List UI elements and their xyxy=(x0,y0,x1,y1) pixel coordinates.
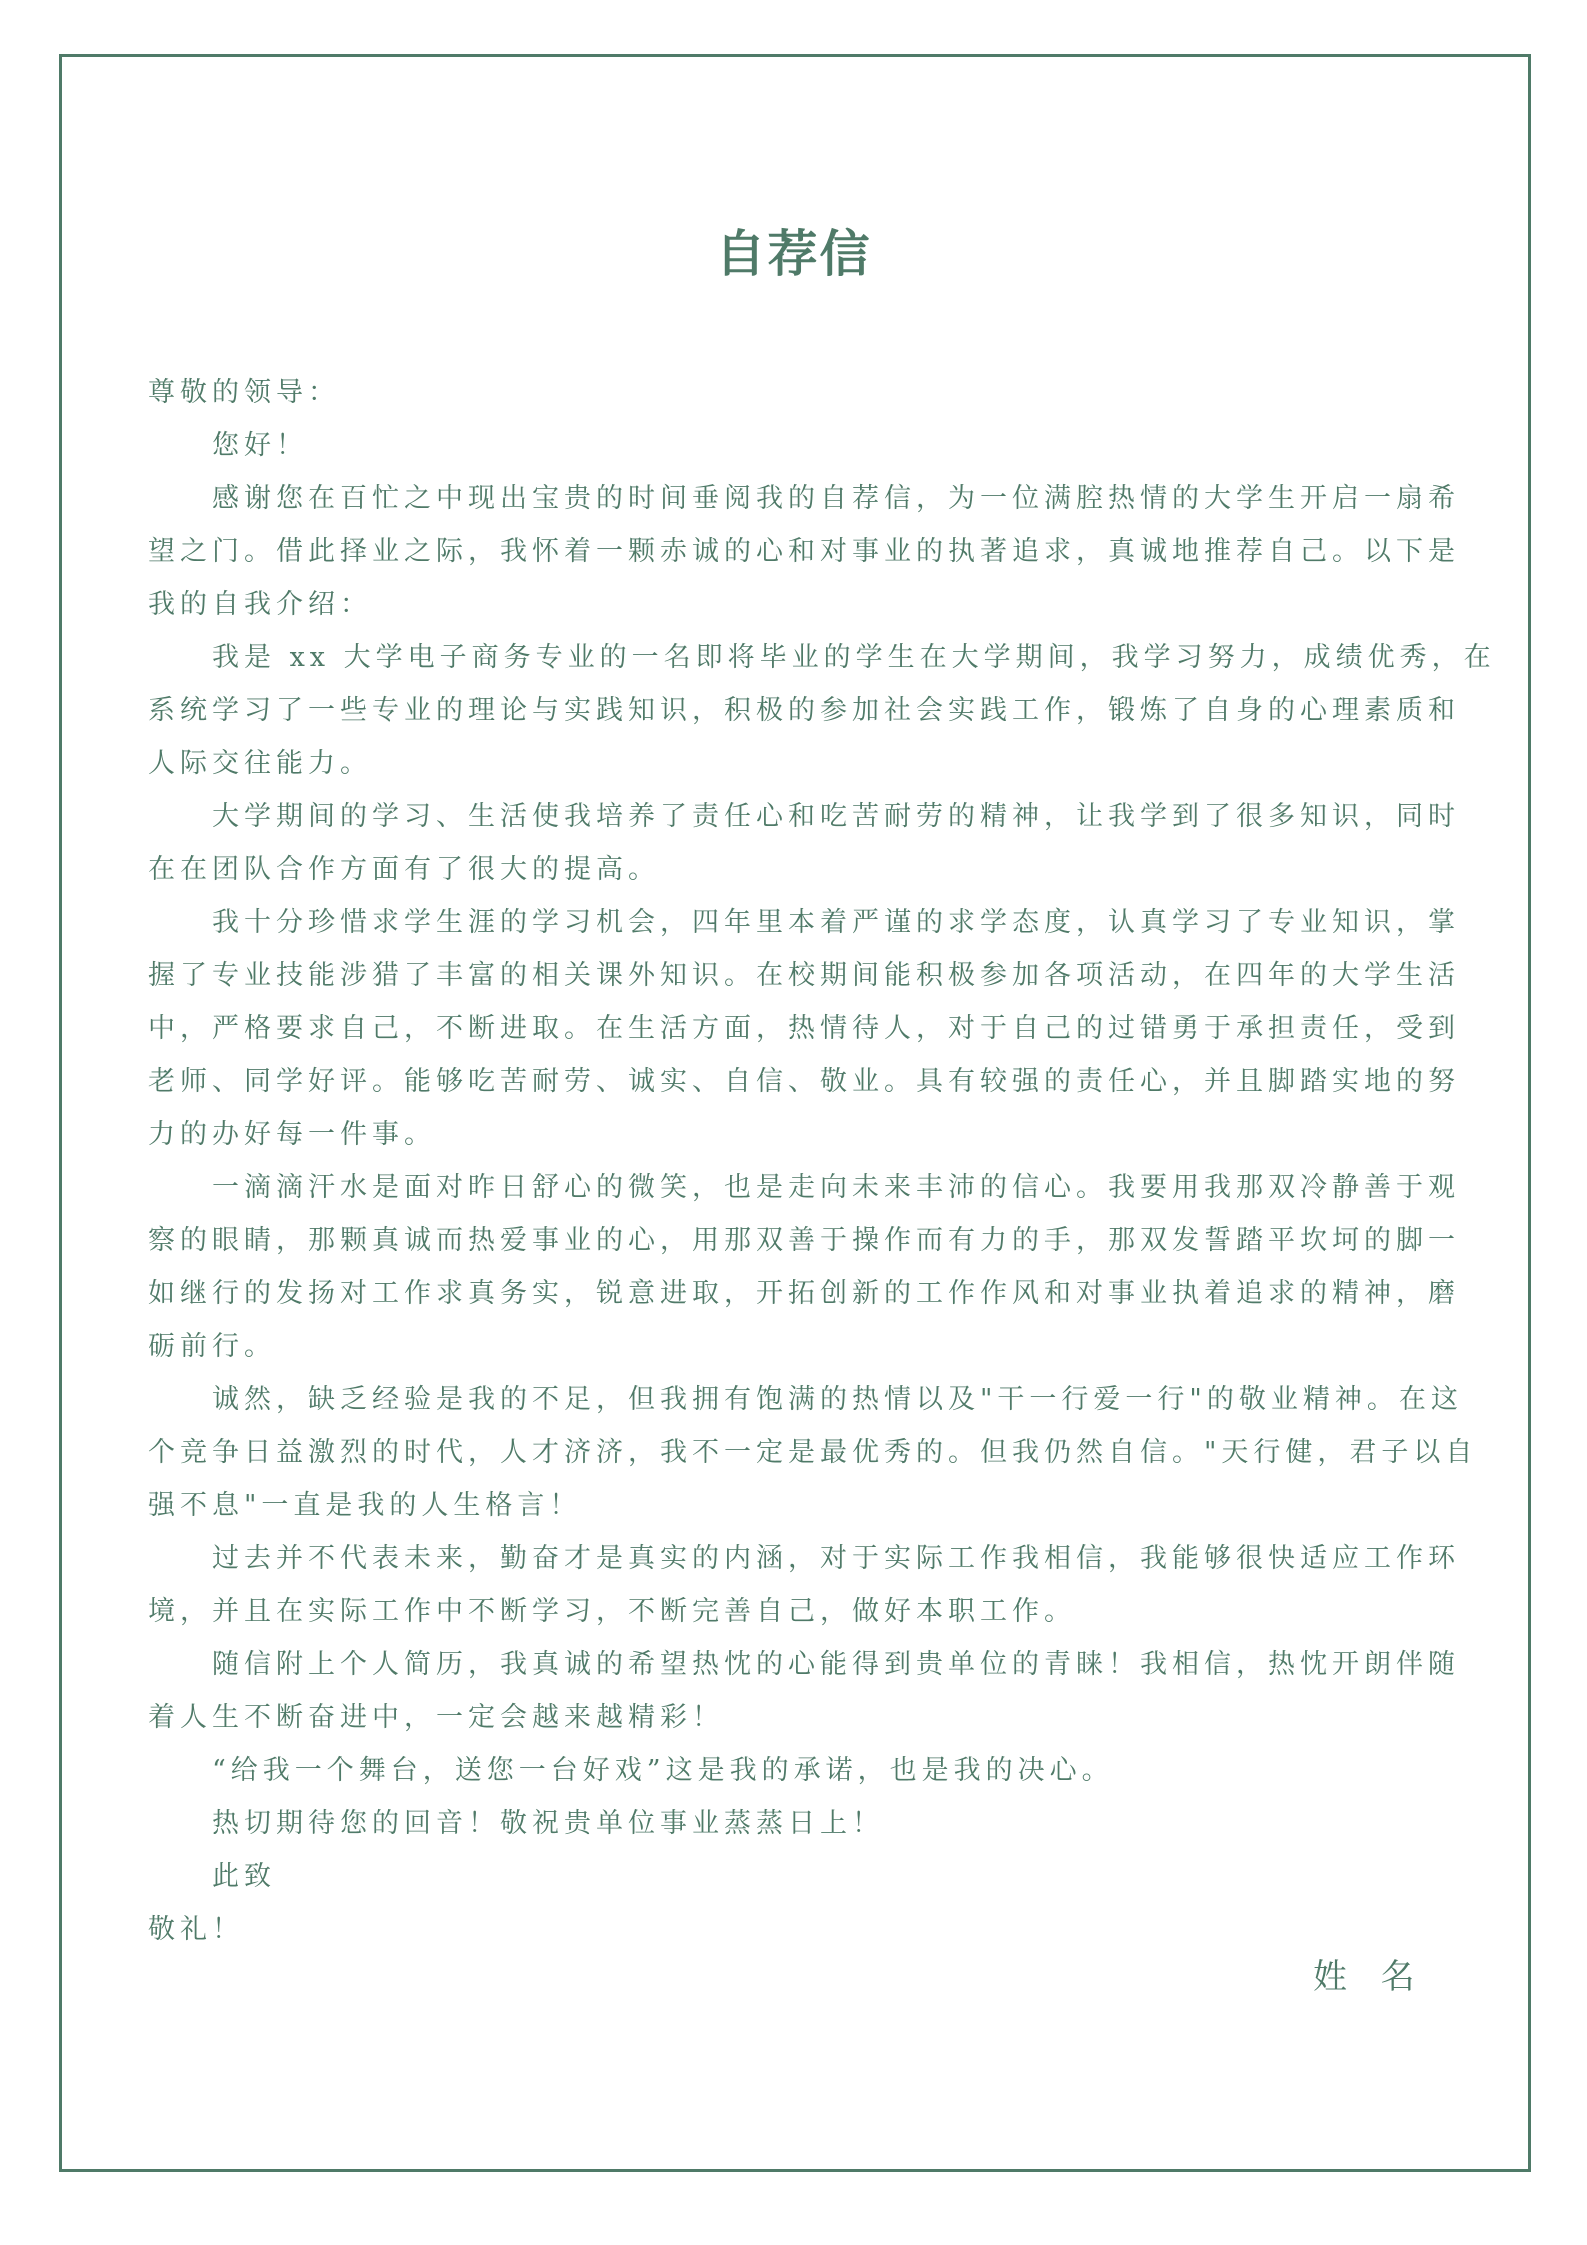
paragraph-line: 我十分珍惜求学生涯的学习机会，四年里本着严谨的求学态度，认真学习了专业知识，掌 xyxy=(212,907,1460,938)
paragraph-line: 老师、同学好评。能够吃苦耐劳、诚实、自信、敬业。具有较强的责任心，并且脚踏实地的努 xyxy=(148,1066,1460,1097)
paragraph-line: 境，并且在实际工作中不断学习，不断完善自己，做好本职工作。 xyxy=(148,1596,1076,1627)
paragraph-line: 一滴滴汗水是面对昨日舒心的微笑，也是走向未来丰沛的信心。我要用我那双冷静善于观 xyxy=(212,1172,1460,1203)
paragraph-line: 我的自我介绍： xyxy=(148,589,372,620)
paragraph-promise xyxy=(148,1744,1468,1797)
paragraph-line: 随信附上个人简历，我真诚的希望热忱的心能得到贵单位的青睐！我相信，热忱开朗伴随 xyxy=(212,1649,1460,1680)
paragraph-future xyxy=(148,1532,1468,1638)
paragraph-line: 感谢您在百忙之中现出宝贵的时间垂阅我的自荐信，为一位满腔热情的大学生开启一扇希 xyxy=(212,483,1460,514)
paragraph-line: 察的眼睛，那颗真诚而热爱事业的心，用那双善于操作而有力的手，那双发誓踏平坎坷的脚一 xyxy=(148,1225,1460,1256)
paragraph-line: 握了专业技能涉猎了丰富的相关课外知识。在校期间能积极参加各项活动，在四年的大学生活 xyxy=(148,960,1460,991)
signature-name: 姓 名 xyxy=(1313,1957,1419,1997)
paragraph-line: 个竞争日益激烈的时代，人才济济，我不一定是最优秀的。但我仍然自信。"天行健，君子以自 xyxy=(148,1437,1478,1468)
closing-ci-zhi: 此致 xyxy=(212,1861,276,1892)
paragraph-thanks xyxy=(148,472,1468,631)
letter-body xyxy=(148,366,1496,1956)
paragraph-education xyxy=(148,631,1496,790)
paragraph-line: 过去并不代表未来，勤奋才是真实的内涵，对于实际工作我相信，我能够很快适应工作环 xyxy=(212,1543,1460,1574)
paragraph-wishes xyxy=(148,1797,1468,1850)
paragraph-resume xyxy=(148,1638,1468,1744)
paragraph-line: 中，严格要求自己，不断进取。在生活方面，热情待人，对于自己的过错勇于承担责任，受到 xyxy=(148,1013,1460,1044)
salutation: 尊敬的领导： xyxy=(148,377,340,408)
paragraph-university-life xyxy=(148,790,1468,896)
document-title: 自荐信 xyxy=(715,225,872,283)
paragraph-line: 力的办好每一件事。 xyxy=(148,1119,436,1150)
paragraph-confidence xyxy=(148,1161,1468,1373)
paragraph-line: 诚然，缺乏经验是我的不足，但我拥有饱满的热情以及"干一行爱一行"的敬业精神。在这 xyxy=(212,1384,1463,1415)
greeting: 您好！ xyxy=(212,430,308,461)
paragraph-line: 系统学习了一些专业的理论与实践知识，积极的参加社会实践工作，锻炼了自身的心理素质和 xyxy=(148,695,1460,726)
paragraph-study-attitude xyxy=(148,896,1468,1161)
paragraph-line: 如继行的发扬对工作求真务实，锐意进取，开拓创新的工作作风和对事业执着追求的精神，磨 xyxy=(148,1278,1460,1309)
paragraph-line: 我是 xx 大学电子商务专业的一名即将毕业的学生在大学期间，我学习努力，成绩优秀，在 xyxy=(212,642,1496,673)
paragraph-line: 着人生不断奋进中，一定会越来越精彩！ xyxy=(148,1702,724,1733)
paragraph-line: 热切期待您的回音！敬祝贵单位事业蒸蒸日上！ xyxy=(212,1808,884,1839)
paragraph-line: 大学期间的学习、生活使我培养了责任心和吃苦耐劳的精神，让我学到了很多知识，同时 xyxy=(212,801,1460,832)
paragraph-line: 在在团队合作方面有了很大的提高。 xyxy=(148,854,660,885)
paragraph-line: 望之门。借此择业之际，我怀着一颗赤诚的心和对事业的执著追求，真诚地推荐自己。以下是 xyxy=(148,536,1460,567)
closing-jing-li: 敬礼！ xyxy=(148,1914,244,1945)
paragraph-line: 砺前行。 xyxy=(148,1331,276,1362)
paragraph-line: 强不息"一直是我的人生格言！ xyxy=(148,1490,582,1521)
paragraph-line: 人际交往能力。 xyxy=(148,748,372,779)
paragraph-line: “给我一个舞台，送您一台好戏”这是我的承诺，也是我的决心。 xyxy=(212,1755,1114,1786)
paragraph-motto xyxy=(148,1373,1478,1532)
